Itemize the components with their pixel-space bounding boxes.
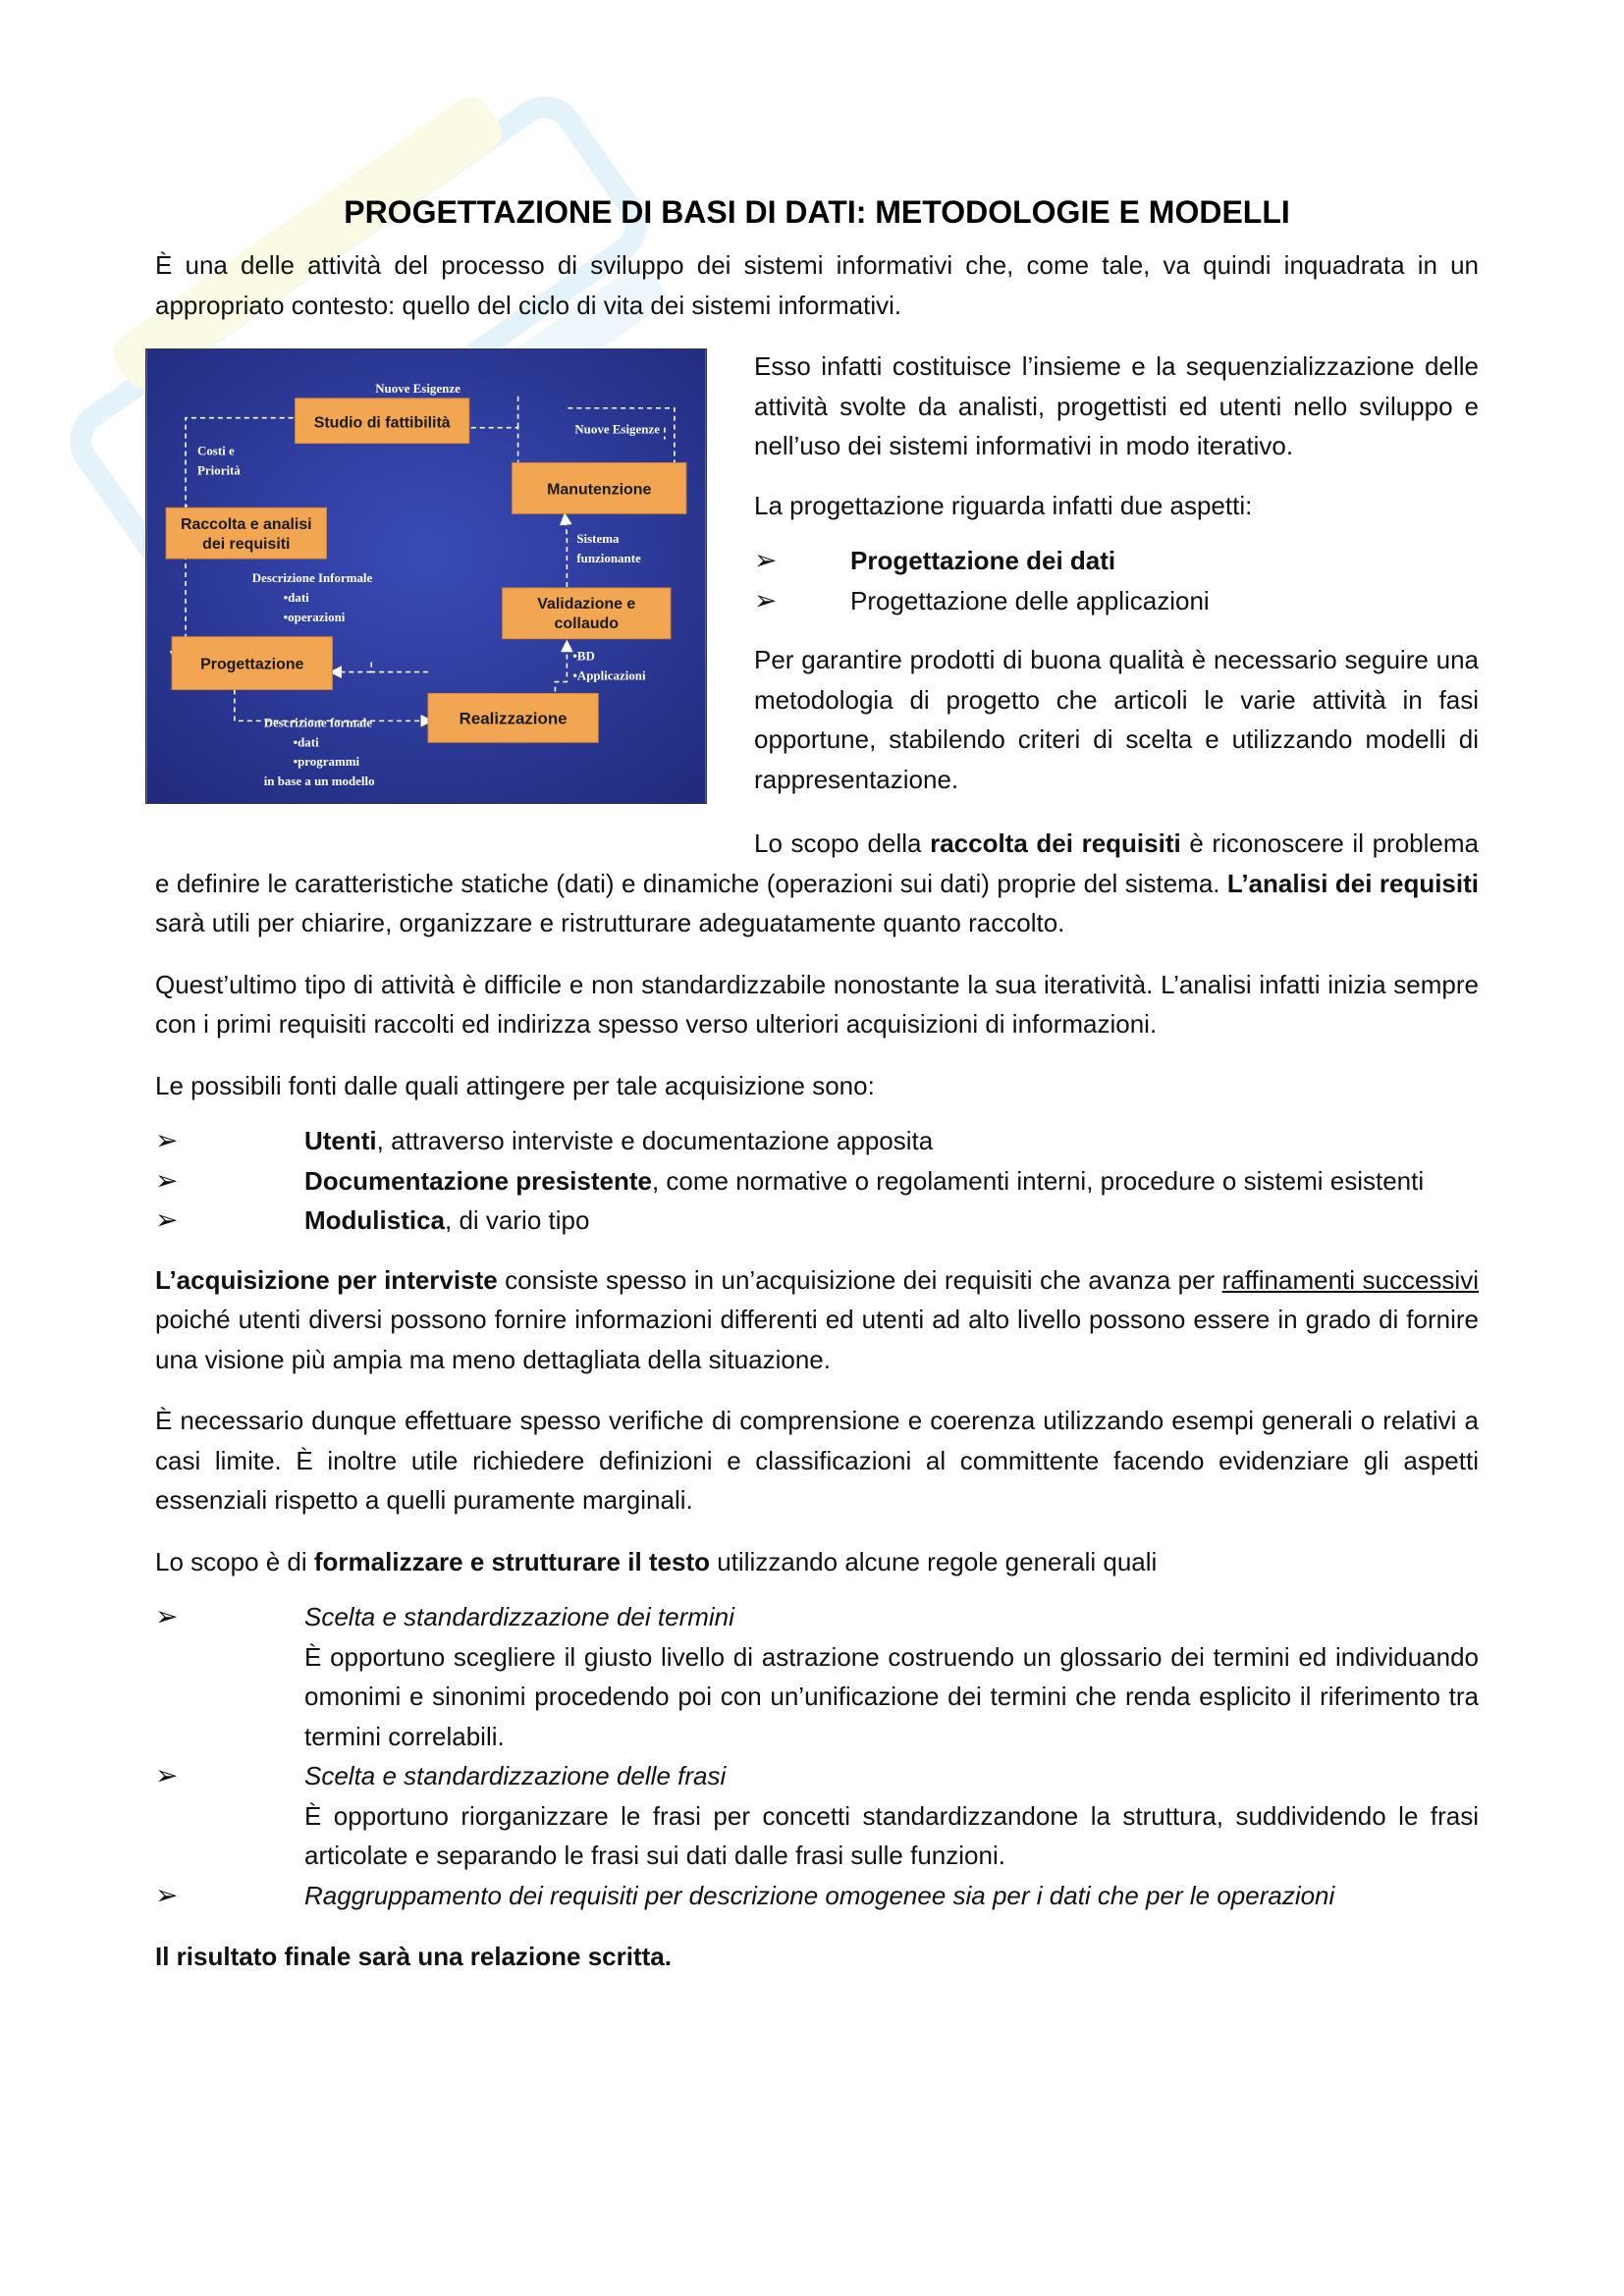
list-item [155,1121,1479,1161]
formalize-bold: formalizzare e strutturare il testo [313,1546,711,1576]
arrow-bullet-icon: ➢ [754,545,778,575]
node-validazione-label-2: collaudo [554,614,620,632]
source-desc: , attraverso interviste e documentazione apposita [376,1126,934,1155]
rule-title: Scelta e standardizzazione dei termini [304,1602,734,1631]
arrow-bullet-icon: ➢ [155,1164,179,1196]
list-item [155,1161,1479,1201]
list-item [155,1756,1479,1876]
sources-intro: Le possibili fonti dalle quali attingere per tale acquisizione sono: [155,1070,875,1100]
formalize-text-2: utilizzando alcune regole generali quali [710,1546,1158,1576]
label-descrizione-informale: Descrizione Informale [251,569,373,585]
arrow-bullet-icon: ➢ [155,1879,179,1910]
scopo-text-1: Lo scopo della [754,828,931,858]
conclusion [155,1937,1479,1977]
rules-list [155,1597,1479,1915]
label-bd: •BD [572,648,595,664]
formalize-paragraph [155,1542,1479,1582]
node-validazione-label-1: Validazione e [537,595,636,613]
label-dati: •dati [283,589,309,605]
arrow-bullet-icon: ➢ [155,1601,179,1631]
arrow-bullet-icon: ➢ [155,1760,179,1790]
arrow-bullet-icon: ➢ [155,1125,179,1155]
interviews-text-2: poiché utenti diversi possono fornire informazioni differenti ed utenti ad alto livello possono essere in grado di fornire una visione più ampia ma meno dettagliata della situazione. [155,1305,1479,1374]
label-programmi: •programmi [293,754,360,770]
formalize-text-1: Lo scopo è di [155,1546,314,1576]
node-manutenzione-label: Manutenzione [547,481,652,499]
label-operazioni: •operazioni [283,609,346,624]
source-title: Utenti [304,1126,377,1155]
page-title: PROGETTAZIONE DI BASI DI DATI: METODOLOGIE E MODELLI [344,194,1290,230]
list-item [754,581,1479,621]
node-realizzazione-label: Realizzazione [459,709,568,728]
interviews-underline: raffinamenti successivi [1221,1264,1479,1295]
list-item [754,541,1479,581]
aspect-applications: Progettazione delle applicazioni [850,585,1210,615]
label-applicazioni: •Applicazioni [572,667,646,683]
source-title: Documentazione presistente [304,1165,652,1196]
sources-list [155,1121,1479,1241]
list-item [155,1876,1479,1916]
rule-title: Scelta e standardizzazione delle frasi [304,1761,727,1790]
node-studio-label: Studio di fattibilità [313,414,451,432]
cycle-paragraph: Esso infatti costituisce l’insieme e la sequenzializzazione delle attività svolte da analisti, progettisti ed utenti nello sviluppo e nell’uso dei sistemi informativi in modo iterativo. [754,351,1479,460]
source-title: Modulistica [304,1205,446,1235]
source-desc: , di vario tipo [445,1205,590,1235]
intro-paragraph: È una delle attività del processo di sviluppo dei sistemi informativi che, come tale, va quindi inquadrata in un appropriato contesto: quello del ciclo di vita dei sistemi informativi. [155,250,1479,320]
label-priorita: Priorità [197,462,241,478]
node-progettazione-label: Progettazione [200,656,304,673]
aspects-list [754,541,1479,620]
source-desc: , come normative o regolamenti interni, procedure o sistemi esistenti [651,1165,1425,1196]
label-funzionante: funzionante [576,551,641,566]
methodology-paragraph: Per garantire prodotti di buona qualità è necessario seguire una metodologia di progetto che articoli le varie attività in fasi opportune, stabilendo criteri di scelta e utilizzando modelli di rappresentazione. [754,645,1479,794]
label-descrizione-formale: Descrizione formale [263,715,372,730]
label-dati-2: •dati [293,734,319,750]
scopo-text-2: è riconoscere il problema e definire le caratteristiche statiche (dati) e dinamiche (operazioni sui dati) proprie del sistema. [155,828,1479,898]
verification-paragraph: È necessario dunque effettuare spesso verifiche di comprensione e coerenza utilizzando esempi generali o relativi a casi limite. È inoltre utile richiedere definizioni e classificazioni al committente facendo evidenziare gli aspetti essenziali rispetto a quelli puramente marginali. [155,1406,1479,1515]
aspect-data: Progettazione dei dati [850,546,1116,575]
label-nuove-esigenze-top: Nuove Esigenze [375,380,460,396]
label-sistema: Sistema [576,531,620,547]
lifecycle-diagram [145,348,707,804]
arrow-bullet-icon: ➢ [155,1204,179,1235]
label-costi: Costi e [197,443,235,458]
arrow-bullet-icon: ➢ [754,584,778,615]
rule-desc: È opportuno riorganizzare le frasi per concetti standardizzandone la struttura, suddividendo le frasi articolate e separando le frasi sui dati dalle frasi sulle funzioni. [304,1800,1479,1870]
scopo-bold-1: raccolta dei requisiti [930,828,1181,858]
node-raccolta-label-1: Raccolta e analisi [180,516,312,534]
list-item [155,1201,1479,1241]
list-item [155,1597,1479,1756]
conclusion-bold: Il risultato finale sarà una relazione scritta. [155,1942,672,1971]
document-body [155,192,1479,1999]
figure-row [155,347,1479,824]
rule-title: Raggruppamento dei requisiti per descrizione omogenee sia per i dati che per le operazioni [304,1880,1335,1910]
node-raccolta-label-2: dei requisiti [202,536,291,554]
scopo-paragraph [155,824,1479,943]
scopo-text-3: sarà utili per chiarire, organizzare e ristrutturare adeguatamente quanto raccolto. [155,908,1065,937]
label-nuove-esigenze-right: Nuove Esigenze [574,421,660,437]
interviews-text-1: consiste spesso in un’acquisizione dei requisiti che avanza per [497,1264,1222,1295]
interviews-bold: L’acquisizione per interviste [155,1264,498,1295]
aspects-intro: La progettazione riguarda infatti due aspetti: [754,490,1253,520]
scopo-bold-2: L’analisi dei requisiti [1226,868,1479,898]
right-column [754,347,1479,819]
label-in-base: in base a un modello [263,774,375,789]
iterativity-paragraph: Quest’ultimo tipo di attività è difficile e non standardizzabile nonostante la sua iteratività. L’analisi infatti inizia sempre con i primi requisiti raccolti ed indirizza spesso verso ulteriori acquisizioni di informazioni. [155,969,1479,1039]
interviews-paragraph [155,1260,1479,1380]
rule-desc: È opportuno scegliere il giusto livello di astrazione costruendo un glossario dei termini ed individuando omonimi e sinonimi procedendo poi con un’unificazione dei termini che renda esplicito il riferimento tra termini correlabili. [304,1641,1479,1751]
